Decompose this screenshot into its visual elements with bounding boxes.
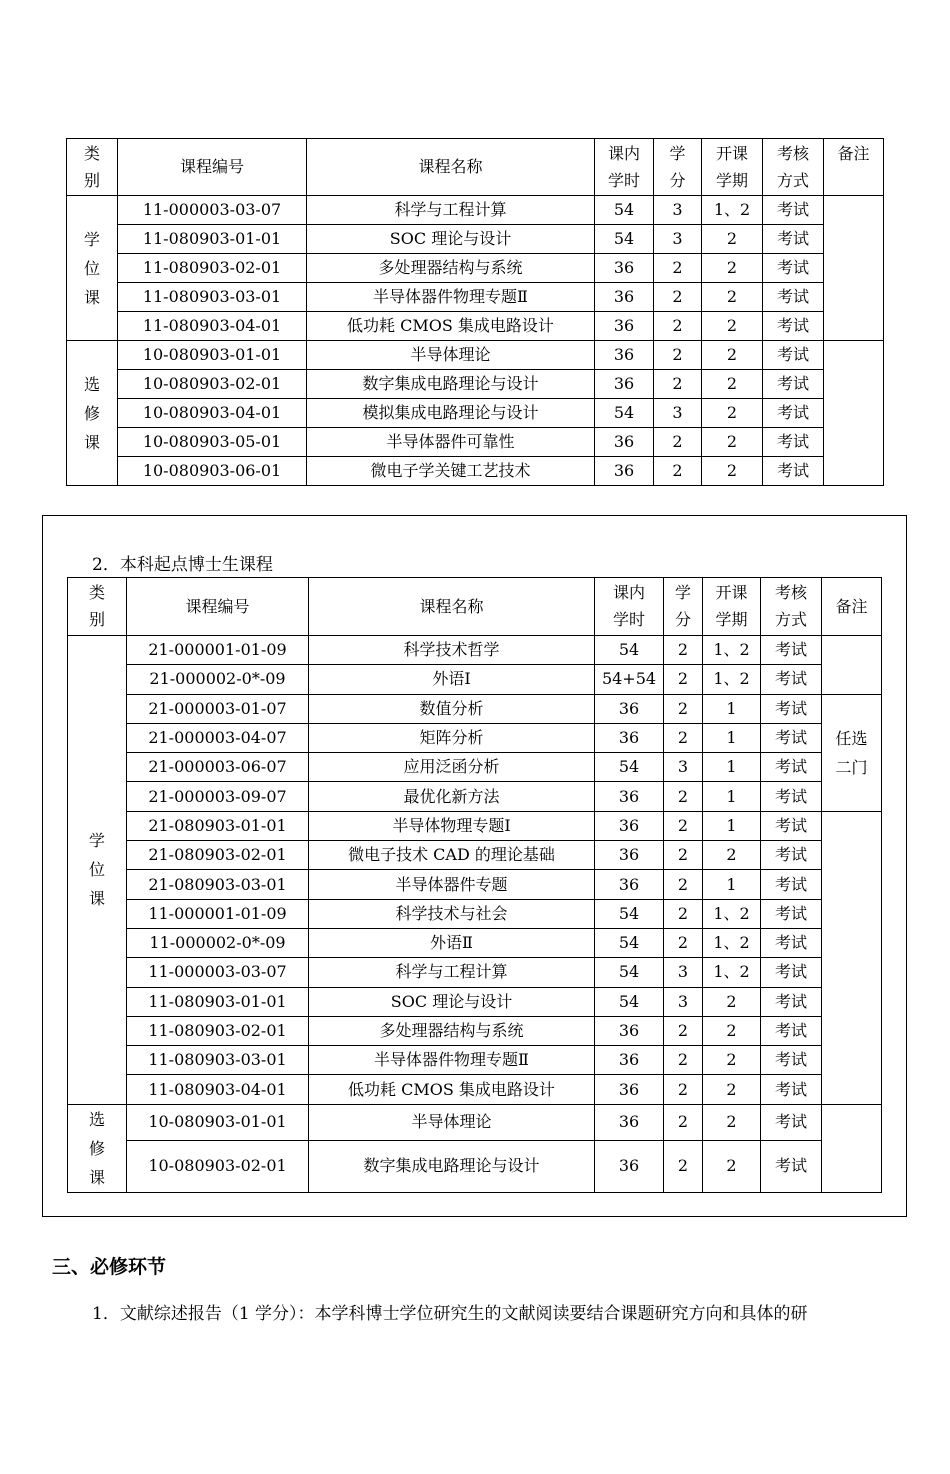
exam-method: 考试: [763, 399, 824, 428]
table-row: [67, 312, 884, 341]
section-3-heading: 三、必修环节: [52, 1256, 167, 1278]
course-name: 矩阵分析: [309, 723, 595, 752]
exam-method: 考试: [763, 457, 824, 486]
table-header-row: [67, 139, 884, 196]
table-row: [68, 928, 882, 957]
exam-method: 考试: [763, 283, 824, 312]
hours: 36: [595, 841, 664, 870]
course-name: 外语Ⅱ: [309, 928, 595, 957]
header-category: 类 别: [68, 578, 127, 636]
course-code: 21-000002-0*-09: [127, 665, 309, 694]
hours: 36: [595, 1140, 664, 1192]
course-code: 10-080903-01-01: [127, 1104, 309, 1140]
category-cell: 选 修 课: [67, 341, 118, 486]
table-row: [68, 987, 882, 1016]
exam-method: 考试: [761, 1104, 822, 1140]
header-note: 备注: [822, 578, 882, 636]
term: 1: [703, 723, 761, 752]
course-name: 半导体器件专题: [309, 870, 595, 899]
hours: 54: [595, 636, 664, 665]
hours: 54: [595, 899, 664, 928]
hours: 36: [595, 694, 664, 723]
note-cell: [822, 811, 882, 1104]
hours: 36: [595, 312, 654, 341]
course-code: 21-080903-03-01: [127, 870, 309, 899]
exam-method: 考试: [761, 694, 822, 723]
term: 1: [703, 782, 761, 811]
table-row: [67, 225, 884, 254]
section-3-paragraph: 1．文献综述报告（1 学分）：本学科博士学位研究生的文献阅读要结合课题研究方向和具体的研: [92, 1304, 808, 1324]
course-name: 半导体器件物理专题Ⅱ: [309, 1046, 595, 1075]
header-course-name: 课程名称: [307, 139, 595, 196]
table-row: [68, 1046, 882, 1075]
note-optional: 任选 二门: [822, 694, 882, 811]
hours: 36: [595, 870, 664, 899]
table-row: [68, 665, 882, 694]
table-row: [68, 694, 882, 723]
credit: 2: [664, 870, 703, 899]
hours: 36: [595, 1016, 664, 1045]
term: 2: [702, 370, 763, 399]
term: 2: [703, 1016, 761, 1045]
hours: 36: [595, 254, 654, 283]
credit: 2: [664, 782, 703, 811]
hours: 36: [595, 723, 664, 752]
course-code: 10-080903-05-01: [118, 428, 307, 457]
credit: 2: [654, 457, 702, 486]
credit: 2: [654, 341, 702, 370]
table-header-row: [68, 578, 882, 636]
note-cell: [824, 196, 884, 341]
term: 2: [702, 312, 763, 341]
header-credit: 学 分: [654, 139, 702, 196]
credit: 2: [664, 665, 703, 694]
course-code: 10-080903-04-01: [118, 399, 307, 428]
credit: 2: [664, 1016, 703, 1045]
table-row: [68, 1075, 882, 1104]
header-hours: 课内 学时: [595, 139, 654, 196]
category-cell: 选 修 课: [68, 1104, 127, 1192]
course-code: 21-000001-01-09: [127, 636, 309, 665]
term: 1、2: [702, 196, 763, 225]
table-row: [68, 841, 882, 870]
header-exam: 考核 方式: [763, 139, 824, 196]
course-name: 半导体理论: [307, 341, 595, 370]
hours: 36: [595, 1104, 664, 1140]
term: 2: [703, 1046, 761, 1075]
course-name: 微电子技术 CAD 的理论基础: [309, 841, 595, 870]
exam-method: 考试: [761, 1075, 822, 1104]
course-code: 11-080903-04-01: [127, 1075, 309, 1104]
table-row: [68, 958, 882, 987]
doctoral-course-table-2: [67, 577, 882, 1193]
header-category: 类 别: [67, 139, 118, 196]
credit: 3: [654, 225, 702, 254]
note-cell: [822, 1104, 882, 1192]
header-course-code: 课程编号: [118, 139, 307, 196]
doctoral-course-table-1: [66, 138, 884, 486]
exam-method: 考试: [761, 1016, 822, 1045]
hours: 54+54: [595, 665, 664, 694]
term: 2: [703, 1104, 761, 1140]
course-code: 21-080903-01-01: [127, 811, 309, 840]
credit: 2: [664, 928, 703, 957]
exam-method: 考试: [761, 811, 822, 840]
exam-method: 考试: [763, 312, 824, 341]
term: 1: [703, 694, 761, 723]
hours: 36: [595, 1075, 664, 1104]
exam-method: 考试: [761, 987, 822, 1016]
hours: 36: [595, 811, 664, 840]
credit: 2: [664, 723, 703, 752]
exam-method: 考试: [761, 782, 822, 811]
credit: 2: [664, 1075, 703, 1104]
course-name: 半导体理论: [309, 1104, 595, 1140]
exam-method: 考试: [761, 636, 822, 665]
header-term: 开课 学期: [702, 139, 763, 196]
exam-method: 考试: [763, 428, 824, 457]
course-code: 11-080903-03-01: [127, 1046, 309, 1075]
exam-method: 考试: [761, 723, 822, 752]
table-row: [68, 1016, 882, 1045]
exam-method: 考试: [763, 225, 824, 254]
table-row: [68, 1140, 882, 1192]
course-code: 21-000003-09-07: [127, 782, 309, 811]
category-cell: 学 位 课: [68, 636, 127, 1105]
credit: 2: [664, 841, 703, 870]
term: 1、2: [703, 636, 761, 665]
table-row: [68, 753, 882, 782]
term: 2: [702, 457, 763, 486]
exam-method: 考试: [761, 1140, 822, 1192]
hours: 54: [595, 958, 664, 987]
table-row: [67, 254, 884, 283]
term: 1、2: [703, 928, 761, 957]
term: 1、2: [703, 665, 761, 694]
table-row: [67, 283, 884, 312]
term: 2: [702, 283, 763, 312]
course-name: 外语Ⅰ: [309, 665, 595, 694]
table-row: [67, 428, 884, 457]
exam-method: 考试: [761, 753, 822, 782]
table-row: [68, 1104, 882, 1140]
course-name: 微电子学关键工艺技术: [307, 457, 595, 486]
course-name: 科学技术哲学: [309, 636, 595, 665]
table-row: [67, 399, 884, 428]
credit: 2: [664, 1140, 703, 1192]
course-code: 11-000003-03-07: [127, 958, 309, 987]
header-course-name: 课程名称: [309, 578, 595, 636]
exam-method: 考试: [761, 899, 822, 928]
table-row: [68, 723, 882, 752]
course-name: 半导体器件可靠性: [307, 428, 595, 457]
credit: 2: [664, 899, 703, 928]
term: 2: [702, 428, 763, 457]
course-code: 11-080903-03-01: [118, 283, 307, 312]
term: 2: [702, 225, 763, 254]
course-code: 21-000003-06-07: [127, 753, 309, 782]
term: 2: [703, 987, 761, 1016]
course-name: 数值分析: [309, 694, 595, 723]
header-course-code: 课程编号: [127, 578, 309, 636]
course-code: 11-080903-01-01: [127, 987, 309, 1016]
table-row: [67, 341, 884, 370]
hours: 36: [595, 428, 654, 457]
term: 2: [702, 254, 763, 283]
credit: 3: [664, 958, 703, 987]
header-hours: 课内 学时: [595, 578, 664, 636]
course-code: 21-080903-02-01: [127, 841, 309, 870]
course-name: 模拟集成电路理论与设计: [307, 399, 595, 428]
term: 2: [703, 841, 761, 870]
credit: 2: [664, 1046, 703, 1075]
course-name: 应用泛函分析: [309, 753, 595, 782]
term: 2: [703, 1140, 761, 1192]
note-cell: [822, 636, 882, 695]
course-code: 11-000002-0*-09: [127, 928, 309, 957]
exam-method: 考试: [761, 841, 822, 870]
term: 2: [703, 1075, 761, 1104]
credit: 3: [654, 196, 702, 225]
hours: 36: [595, 782, 664, 811]
course-code: 21-000003-01-07: [127, 694, 309, 723]
course-name: 低功耗 CMOS 集成电路设计: [309, 1075, 595, 1104]
course-name: 多处理器结构与系统: [309, 1016, 595, 1045]
hours: 36: [595, 341, 654, 370]
exam-method: 考试: [763, 370, 824, 399]
exam-method: 考试: [761, 958, 822, 987]
course-name: 多处理器结构与系统: [307, 254, 595, 283]
hours: 54: [595, 987, 664, 1016]
course-code: 11-080903-04-01: [118, 312, 307, 341]
hours: 54: [595, 928, 664, 957]
hours: 54: [595, 196, 654, 225]
credit: 3: [664, 753, 703, 782]
table-row: [67, 196, 884, 225]
term: 2: [702, 341, 763, 370]
header-credit: 学 分: [664, 578, 703, 636]
exam-method: 考试: [761, 928, 822, 957]
exam-method: 考试: [763, 254, 824, 283]
table-row: [68, 811, 882, 840]
course-name: 半导体器件物理专题Ⅱ: [307, 283, 595, 312]
credit: 3: [654, 399, 702, 428]
hours: 36: [595, 1046, 664, 1075]
credit: 2: [654, 312, 702, 341]
course-name: 科学技术与社会: [309, 899, 595, 928]
credit: 2: [664, 694, 703, 723]
course-code: 21-000003-04-07: [127, 723, 309, 752]
table-row: [68, 870, 882, 899]
header-exam: 考核 方式: [761, 578, 822, 636]
credit: 3: [664, 987, 703, 1016]
category-cell: 学 位 课: [67, 196, 118, 341]
course-code: 11-000003-03-07: [118, 196, 307, 225]
hours: 36: [595, 283, 654, 312]
course-name: 低功耗 CMOS 集成电路设计: [307, 312, 595, 341]
course-name: 最优化新方法: [309, 782, 595, 811]
course-code: 10-080903-02-01: [118, 370, 307, 399]
exam-method: 考试: [761, 665, 822, 694]
course-name: SOC 理论与设计: [307, 225, 595, 254]
course-code: 11-080903-01-01: [118, 225, 307, 254]
header-note: 备注: [824, 139, 884, 196]
hours: 36: [595, 370, 654, 399]
credit: 2: [664, 1104, 703, 1140]
term: 1: [703, 811, 761, 840]
term: 1、2: [703, 958, 761, 987]
course-name: 科学与工程计算: [309, 958, 595, 987]
exam-method: 考试: [761, 870, 822, 899]
credit: 2: [654, 283, 702, 312]
course-name: 数字集成电路理论与设计: [309, 1140, 595, 1192]
course-name: 半导体物理专题Ⅰ: [309, 811, 595, 840]
credit: 2: [664, 811, 703, 840]
hours: 54: [595, 399, 654, 428]
course-code: 11-080903-02-01: [118, 254, 307, 283]
course-code: 10-080903-02-01: [127, 1140, 309, 1192]
credit: 2: [654, 428, 702, 457]
table-row: [68, 782, 882, 811]
credit: 2: [664, 636, 703, 665]
credit: 2: [654, 370, 702, 399]
hours: 36: [595, 457, 654, 486]
table-row: [67, 457, 884, 486]
course-name: 数字集成电路理论与设计: [307, 370, 595, 399]
exam-method: 考试: [763, 196, 824, 225]
course-code: 11-000001-01-09: [127, 899, 309, 928]
term: 1: [703, 870, 761, 899]
course-name: SOC 理论与设计: [309, 987, 595, 1016]
table-row: [68, 636, 882, 665]
note-cell: [824, 341, 884, 486]
hours: 54: [595, 753, 664, 782]
course-name: 科学与工程计算: [307, 196, 595, 225]
exam-method: 考试: [763, 341, 824, 370]
course-code: 10-080903-06-01: [118, 457, 307, 486]
exam-method: 考试: [761, 1046, 822, 1075]
table-row: [68, 899, 882, 928]
term: 1、2: [703, 899, 761, 928]
table-row: [67, 370, 884, 399]
credit: 2: [654, 254, 702, 283]
term: 1: [703, 753, 761, 782]
header-term: 开课 学期: [703, 578, 761, 636]
section-2-title: 2．本科起点博士生课程: [92, 555, 273, 575]
hours: 54: [595, 225, 654, 254]
course-code: 10-080903-01-01: [118, 341, 307, 370]
course-code: 11-080903-02-01: [127, 1016, 309, 1045]
term: 2: [702, 399, 763, 428]
